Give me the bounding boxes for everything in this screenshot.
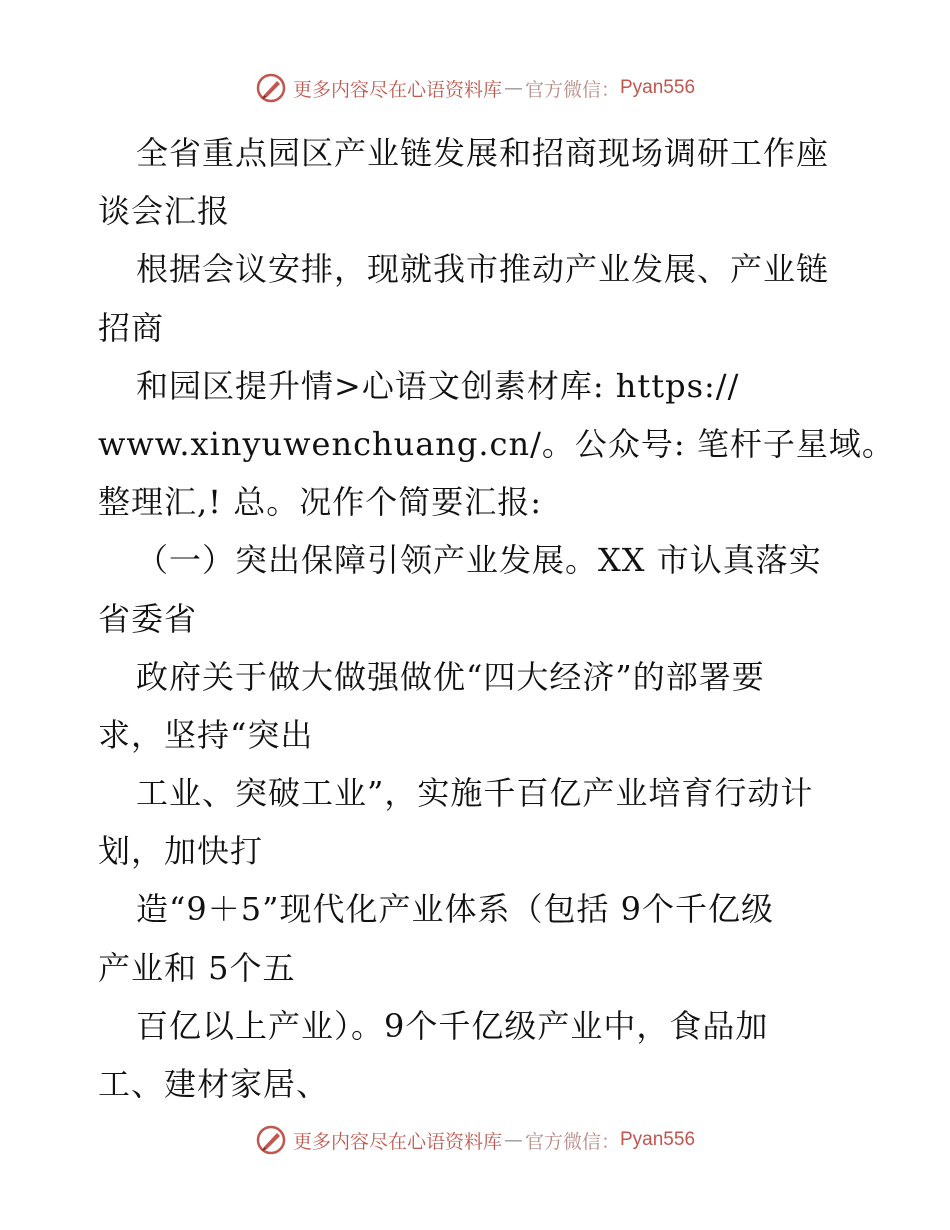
text-line: 招商	[98, 308, 165, 347]
watermark-wechat-id: Pyan556	[620, 77, 696, 98]
watermark-official-label: 官方微信：	[524, 1130, 620, 1153]
text-line: 工、建材家居、	[98, 1065, 330, 1103]
watermark-separator: —	[503, 1129, 523, 1151]
text-line: （一）突出保障引领产业发展。XX 市认真落实	[136, 541, 822, 580]
text-line: 求，坚持“突出	[98, 715, 314, 754]
text-line: 和园区提升情>心语文创素材库: https://	[136, 366, 740, 405]
watermark-text: 更多内容尽在心语资料库	[292, 1130, 502, 1153]
watermark-text: 更多内容尽在心语资料库	[292, 78, 502, 101]
text-line: 百亿以上产业）。9个千亿级产业中，食品加	[136, 1006, 769, 1045]
text-line: 造“9＋5”现代化产业体系（包括 9个千亿级	[136, 890, 774, 929]
pen-logo-icon	[255, 1124, 287, 1156]
header-watermark	[0, 72, 950, 104]
footer-watermark	[0, 1124, 950, 1156]
text-line: 全省重点园区产业链发展和招商现场调研工作座	[136, 134, 830, 172]
text-line: 根据会议安排，现就我市推动产业发展、产业链	[136, 250, 830, 289]
document-body	[98, 124, 895, 1113]
text-line: 省委省	[98, 599, 198, 638]
text-line: 划，加快打	[98, 832, 264, 871]
text-line: 产业和 5个五	[98, 948, 296, 987]
text-line: 工业、突破工业”，实施千百亿产业培育行动计	[136, 774, 814, 813]
text-line: 谈会汇报	[98, 192, 231, 231]
watermark-separator: —	[503, 77, 523, 99]
pen-logo-icon	[255, 72, 287, 104]
text-line: www.xinyuwenchuang.cn/。公众号: 笔杆子星域。	[98, 424, 895, 463]
watermark-wechat-id: Pyan556	[620, 1129, 696, 1150]
watermark-official-label: 官方微信：	[524, 78, 620, 101]
text-line: 整理汇,! 总。况作个简要汇报:	[98, 483, 542, 522]
text-line: 政府关于做大做强做优“四大经济”的部署要	[136, 657, 765, 696]
